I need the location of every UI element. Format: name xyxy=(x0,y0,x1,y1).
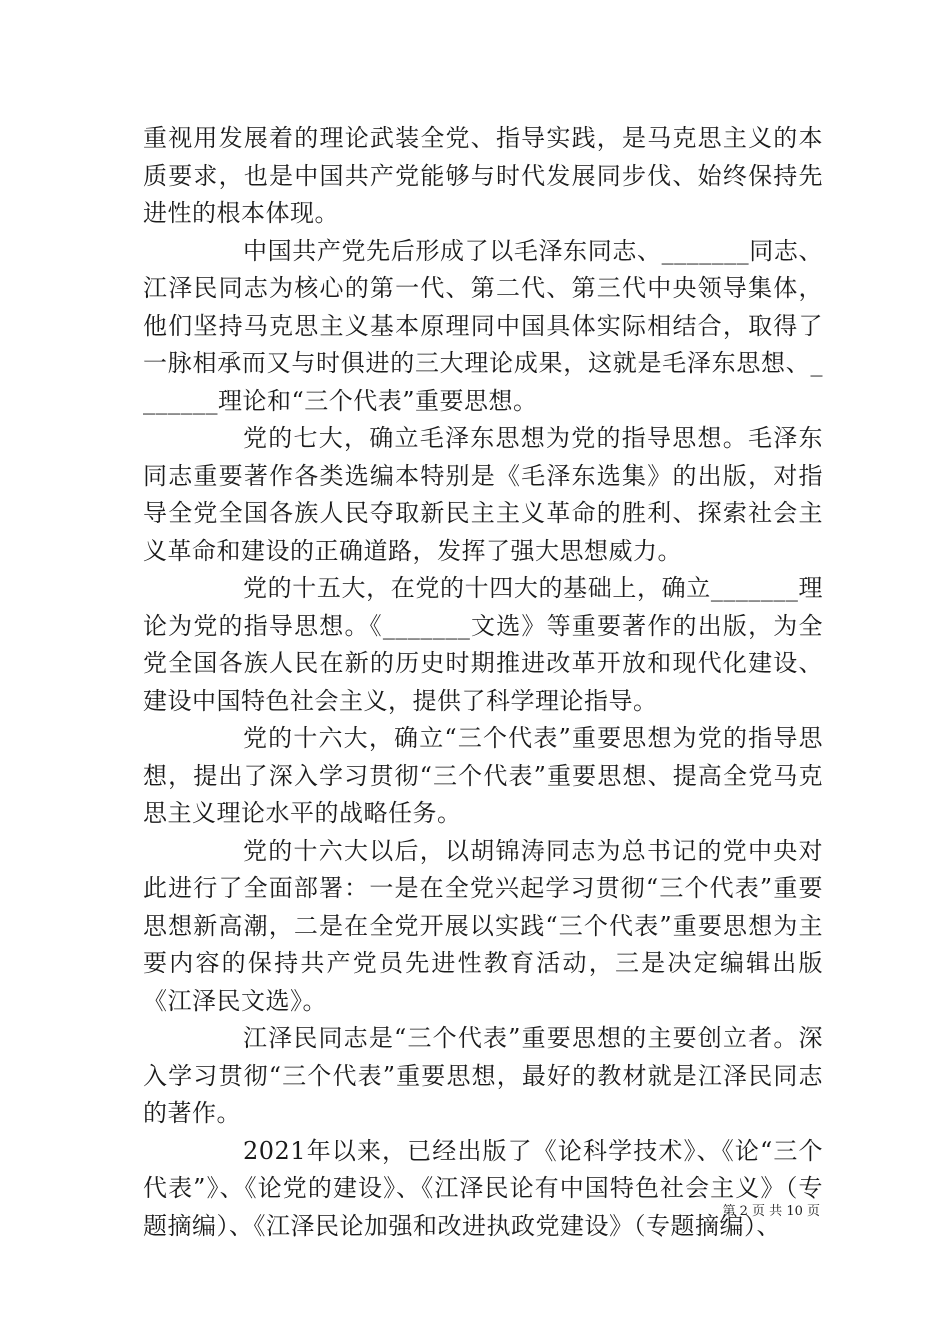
paragraph-fifteenth-congress: 党的十五大，在党的十四大的基础上，确立_______理论为党的指导思想。《_______文选》等重要著作的出版，为全党全国各族人民在新的历史时期推进改革开放和现代化建设、建设中国特色社会主义，提供了科学理论指导。 xyxy=(143,574,823,715)
paragraph-seventh-congress: 党的七大，确立毛泽东思想为党的指导思想。毛泽东同志重要著作各类选编本特别是《毛泽东选集》的出版，对指导全党全国各族人民夺取新民主主义革命的胜利、探索社会主义革命和建设的正确道路，发挥了强大思想威力。 xyxy=(143,424,823,565)
paragraph-publications: 2021年以来，已经出版了《论科学技术》、《论“三个代表”》、《论党的建设》、《江泽民论有中国特色社会主义》（专题摘编）、《江泽民论加强和改进执政党建设》（专题摘编）、 xyxy=(143,1136,823,1240)
paragraph-leadership: 中国共产党先后形成了以毛泽东同志、_______同志、江泽民同志为核心的第一代、第二代、第三代中央领导集体，他们坚持马克思主义基本原理同中国具体实际相结合，取得了一脉相承而又与时俱进的三大理论成果，这就是毛泽东思想、_______理论和“三个代表”重要思想。 xyxy=(143,236,823,415)
paragraph-continuation: 重视用发展着的理论武装全党、指导实践，是马克思主义的本质要求，也是中国共产党能够与时代发展同步伐、始终保持先进性的根本体现。 xyxy=(143,124,823,227)
document-body xyxy=(143,120,823,1245)
paragraph-sixteenth-congress: 党的十六大，确立“三个代表”重要思想为党的指导思想，提出了深入学习贯彻“三个代表”重要思想、提高全党马克思主义理论水平的战略任务。 xyxy=(143,724,823,827)
paragraph-jiang-works: 江泽民同志是“三个代表”重要思想的主要创立者。深入学习贯彻“三个代表”重要思想，最好的教材就是江泽民同志的著作。 xyxy=(143,1024,823,1127)
page-number-footer: 第 2 页 共 10 页 xyxy=(722,1204,820,1219)
paragraph-after-sixteenth: 党的十六大以后，以胡锦涛同志为总书记的党中央对此进行了全面部署：一是在全党兴起学习贯彻“三个代表”重要思想新高潮，二是在全党开展以实践“三个代表”重要思想为主要内容的保持共产党员先进性教育活动，三是决定编辑出版《江泽民文选》。 xyxy=(143,836,823,1015)
